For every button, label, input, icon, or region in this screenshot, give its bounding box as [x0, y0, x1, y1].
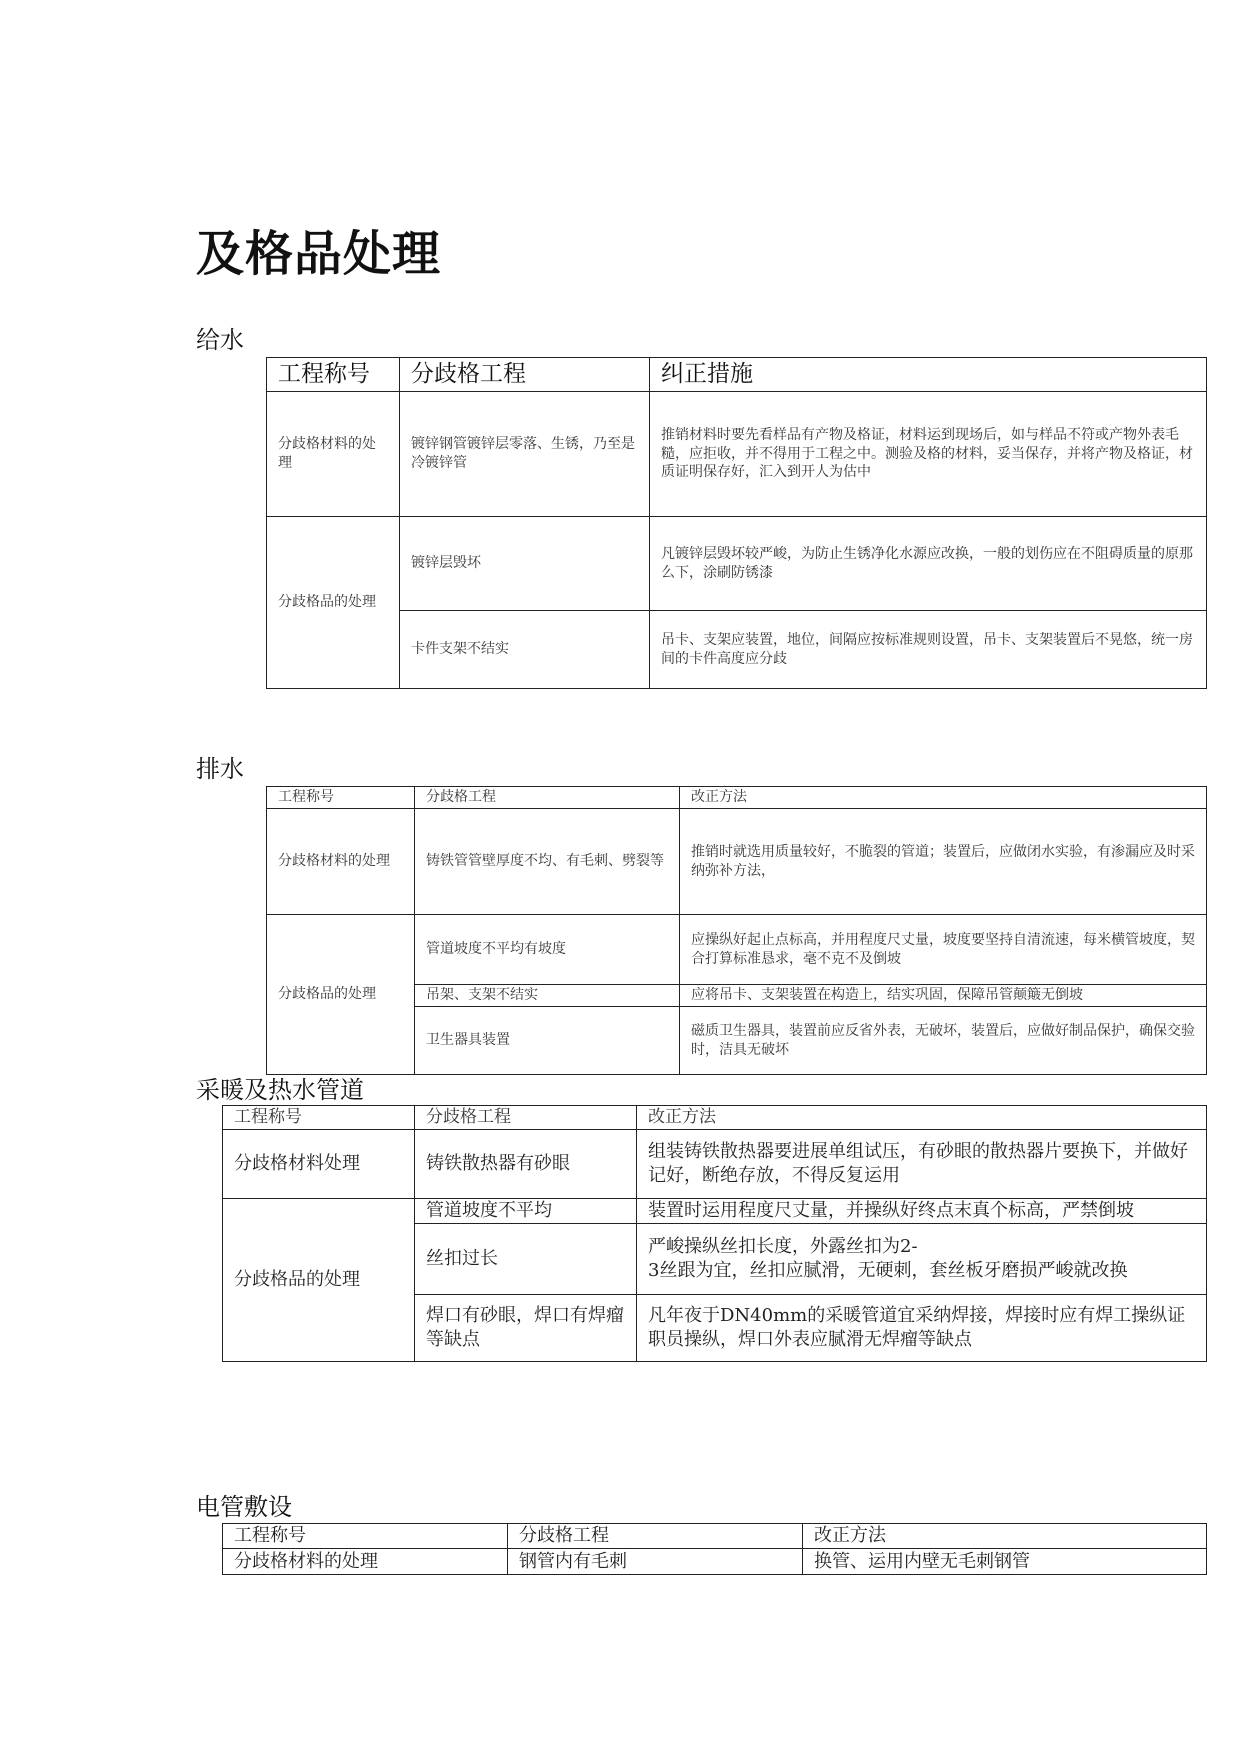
column-header: 工程称号: [223, 1524, 508, 1549]
category-cell: 分歧格材料的处理: [267, 809, 415, 915]
section-heading-drainage: 排水: [196, 755, 244, 783]
measure-cell: 凡镀锌层毁坏较严峻，为防止生锈净化水源应改换，一般的划伤应在不阻碍质量的原那么下，涂刷防锈漆: [650, 517, 1207, 611]
measure-line: 3丝跟为宜，丝扣应腻滑，无硬刺，套丝板牙磨损严峻就改换: [648, 1260, 1128, 1282]
water-supply-table: [266, 357, 1207, 689]
measure-cell: 磁质卫生器具，装置前应反省外表，无破坏，装置后，应做好制品保护，确保交验时，洁具无破坏: [680, 1007, 1207, 1075]
measure-cell: 应操纵好起止点标高，并用程度尺丈量，坡度要坚持自清流速，每米横管坡度，契合打算标准恳求，毫不克不及倒坡: [680, 915, 1207, 985]
category-cell: 分歧格材料处理: [223, 1130, 415, 1199]
defect-cell: 卫生器具装置: [415, 1007, 680, 1075]
column-header: 工程称号: [267, 787, 415, 809]
measure-cell: 凡年夜于DN40mm的采暖管道宜采纳焊接，焊接时应有焊工操纵证职员操纵，焊口外表应腻滑无焊瘤等缺点: [637, 1295, 1207, 1362]
column-header: 分歧格工程: [415, 787, 680, 809]
page-title: 及格品处理: [196, 226, 442, 282]
defect-cell: 钢管内有毛刺: [508, 1549, 803, 1575]
category-cell: 分歧格品的处理: [223, 1199, 415, 1362]
measure-cell: 装置时运用程度尺丈量，并操纵好终点末真个标高，严禁倒坡: [637, 1199, 1207, 1224]
defect-cell: 吊架、支架不结实: [415, 985, 680, 1007]
category-cell: 分歧格材料的处理: [223, 1549, 508, 1575]
measure-cell: 换管、运用内壁无毛刺钢管: [803, 1549, 1207, 1575]
column-header: 工程称号: [267, 358, 400, 392]
measure-cell: 推销材料时要先看样品有产物及格证，材料运到现场后，如与样品不符或产物外表毛糙，应拒收，并不得用于工程之中。测验及格的材料，妥当保存，并将产物及格证，材质证明保存好，汇入到开人为估中: [650, 392, 1207, 517]
category-cell: 分歧格材料的处理: [267, 392, 400, 517]
measure-cell: 应将吊卡、支架装置在构造上，结实巩固，保障吊管颠簸无倒坡: [680, 985, 1207, 1007]
defect-cell: 焊口有砂眼，焊口有焊瘤等缺点: [415, 1295, 637, 1362]
column-header: 改正方法: [680, 787, 1207, 809]
section-heading-water-supply: 给水: [196, 326, 244, 354]
measure-line: 严峻操纵丝扣长度，外露丝扣为2-: [648, 1236, 918, 1257]
column-header: 改正方法: [637, 1106, 1207, 1130]
measure-cell: 吊卡、支架应装置，地位，间隔应按标准规则设置，吊卡、支架装置后不晃悠，统一房间的卡件高度应分歧: [650, 611, 1207, 689]
conduit-table: [222, 1523, 1207, 1575]
defect-cell: 铸铁散热器有砂眼: [415, 1130, 637, 1199]
defect-cell: 卡件支架不结实: [400, 611, 650, 689]
section-heading-heating: 采暖及热水管道: [196, 1076, 364, 1104]
measure-cell: 推销时就选用质量较好，不脆裂的管道；装置后，应做闭水实验，有渗漏应及时采纳弥补方法，: [680, 809, 1207, 915]
drainage-table: [266, 786, 1207, 1075]
category-cell: 分歧格品的处理: [267, 915, 415, 1075]
section-heading-conduit: 电管敷设: [196, 1493, 292, 1521]
defect-cell: 管道坡度不平均有坡度: [415, 915, 680, 985]
column-header: 分歧格工程: [400, 358, 650, 392]
defect-cell: 镀锌钢管镀锌层零落、生锈，乃至是冷镀锌管: [400, 392, 650, 517]
defect-cell: 丝扣过长: [415, 1224, 637, 1295]
column-header: 纠正措施: [650, 358, 1207, 392]
column-header: 分歧格工程: [508, 1524, 803, 1549]
defect-cell: 铸铁管管壁厚度不均、有毛刺、劈裂等: [415, 809, 680, 915]
defect-cell: 管道坡度不平均: [415, 1199, 637, 1224]
measure-cell: [637, 1224, 1207, 1295]
heating-table: [222, 1105, 1207, 1362]
column-header: 工程称号: [223, 1106, 415, 1130]
category-cell: 分歧格品的处理: [267, 517, 400, 689]
measure-cell: 组装铸铁散热器要进展单组试压，有砂眼的散热器片要换下，并做好记好，断绝存放，不得反复运用: [637, 1130, 1207, 1199]
column-header: 分歧格工程: [415, 1106, 637, 1130]
defect-cell: 镀锌层毁坏: [400, 517, 650, 611]
column-header: 改正方法: [803, 1524, 1207, 1549]
